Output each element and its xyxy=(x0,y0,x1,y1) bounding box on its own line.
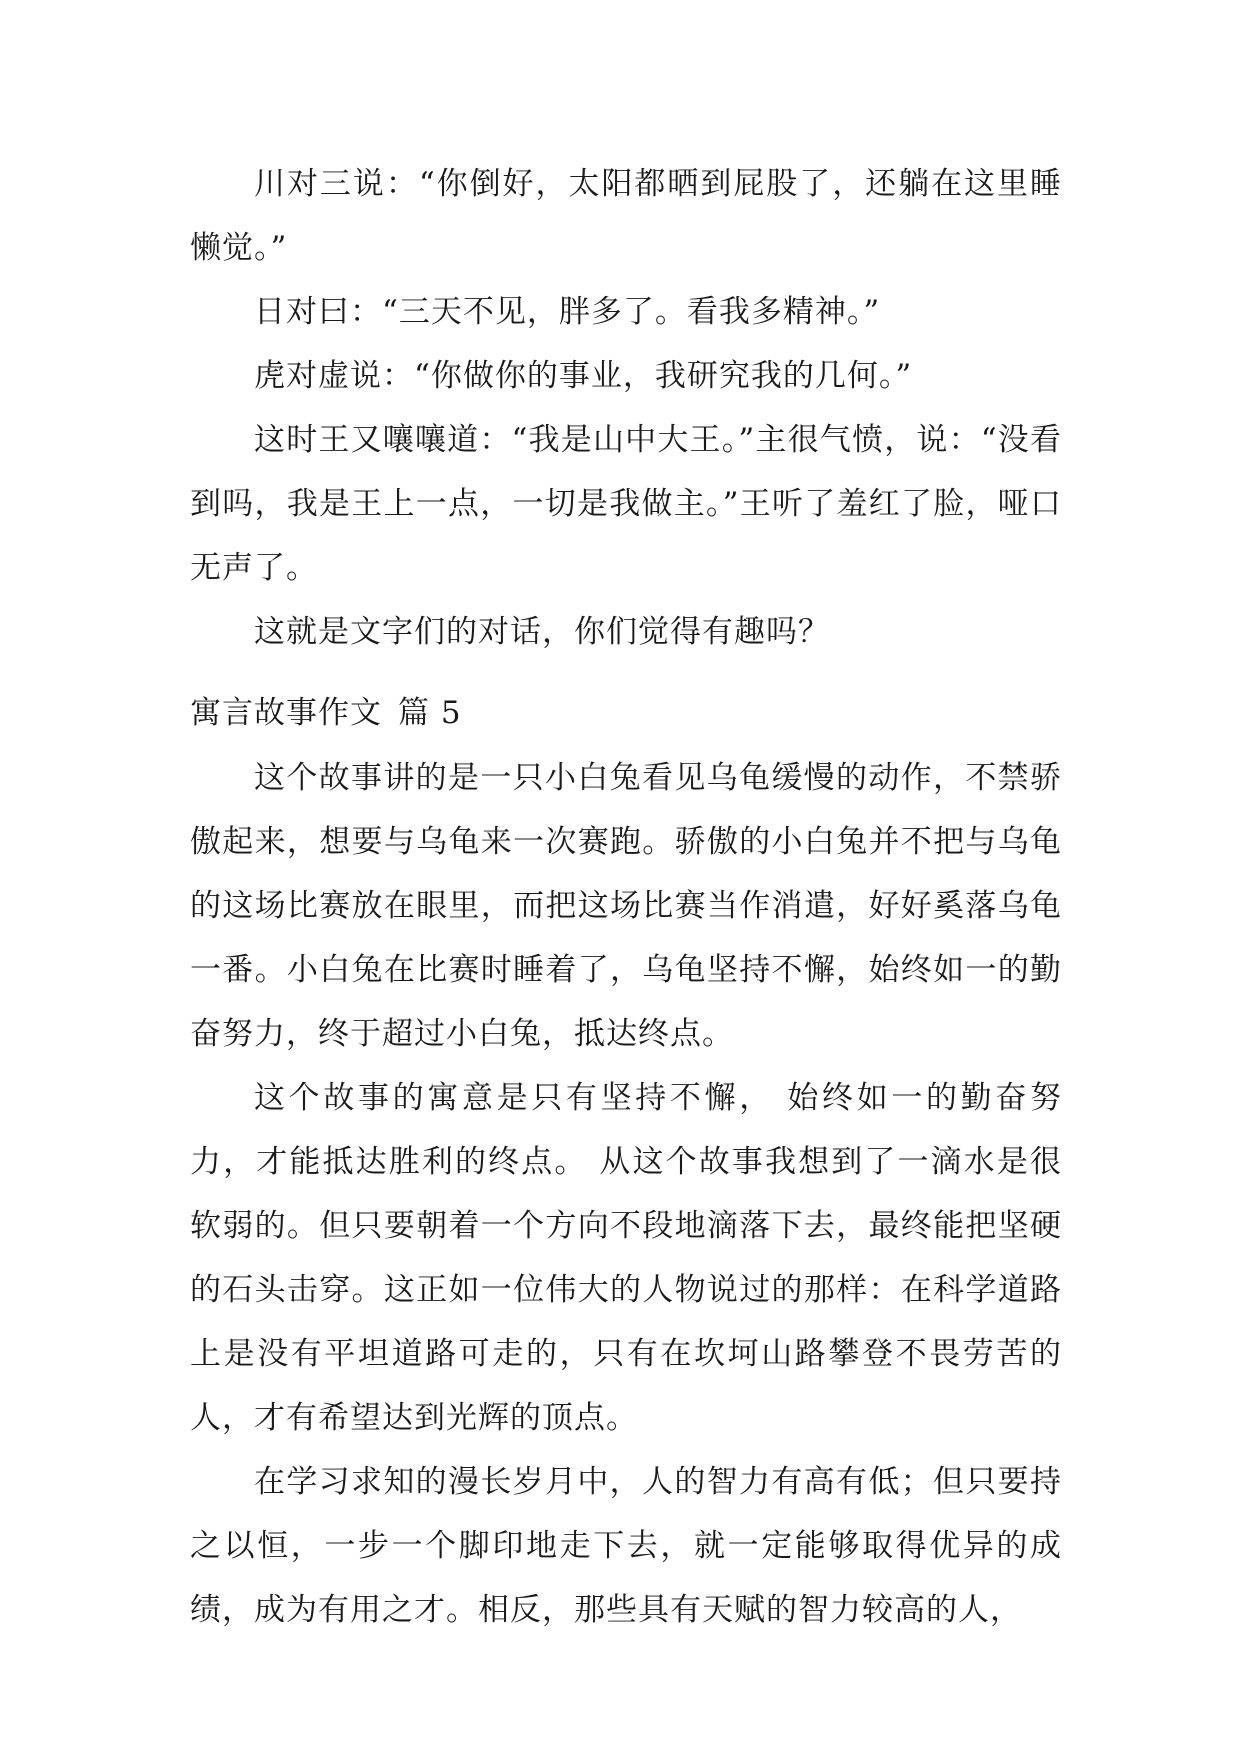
section-heading xyxy=(190,681,1062,745)
paragraph-story-summary: 这个故事讲的是一只小白兔看见乌龟缓慢的动作，不禁骄傲起来，想要与乌龟来一次赛跑。骄傲的小白兔并不把与乌龟的这场比赛放在眼里，而把这场比赛当作消遣，好好奚落乌龟一番。小白兔在比赛时睡着了，乌龟坚持不懈，始终如一的勤奋努力，终于超过小白兔，抵达终点。 xyxy=(190,760,1062,1052)
paragraph-ri-yue: 日对曰：“三天不见，胖多了。看我多精神。” xyxy=(254,294,881,330)
paragraph-wang-zhu: 这时王又嚷嚷道：“我是山中大王。”主很气愤，说：“没看到吗，我是王上一点，一切是我做主。”王听了羞红了脸，哑口无声了。 xyxy=(190,422,1062,586)
paragraph-closing-question: 这就是文字们的对话，你们觉得有趣吗？ xyxy=(254,614,830,650)
top-text-block xyxy=(190,152,1062,664)
section-title: 寓言故事作文 xyxy=(190,695,382,731)
paragraph-chuan-san: 川对三说：“你倒好，太阳都晒到屁股了，还躺在这里睡懒觉。” xyxy=(190,166,1062,266)
paragraph-perseverance: 在学习求知的漫长岁月中，人的智力有高有低；但只要持之以恒，一步一个脚印地走下去，就一定能够取得优异的成绩，成为有用之才。相反，那些具有天赋的智力较高的人， xyxy=(190,1464,1062,1628)
paragraph-story-moral: 这个故事的寓意是只有坚持不懈， 始终如一的勤奋努力，才能抵达胜利的终点。 从这个故事我想到了一滴水是很软弱的。但只要朝着一个方向不段地滴落下去，最终能把坚硬的石头击穿。这正如一位伟大的人物说过的那样：在科学道路上是没有平坦道路可走的，只有在坎坷山路攀登不畏劳苦的人，才有希望达到光辉的顶点。 xyxy=(190,1080,1062,1436)
paragraph-hu-xu: 虎对虚说：“你做你的事业，我研究我的几何。” xyxy=(254,358,913,394)
section-text-block xyxy=(190,746,1062,1642)
section-number: 篇 5 xyxy=(398,695,462,731)
